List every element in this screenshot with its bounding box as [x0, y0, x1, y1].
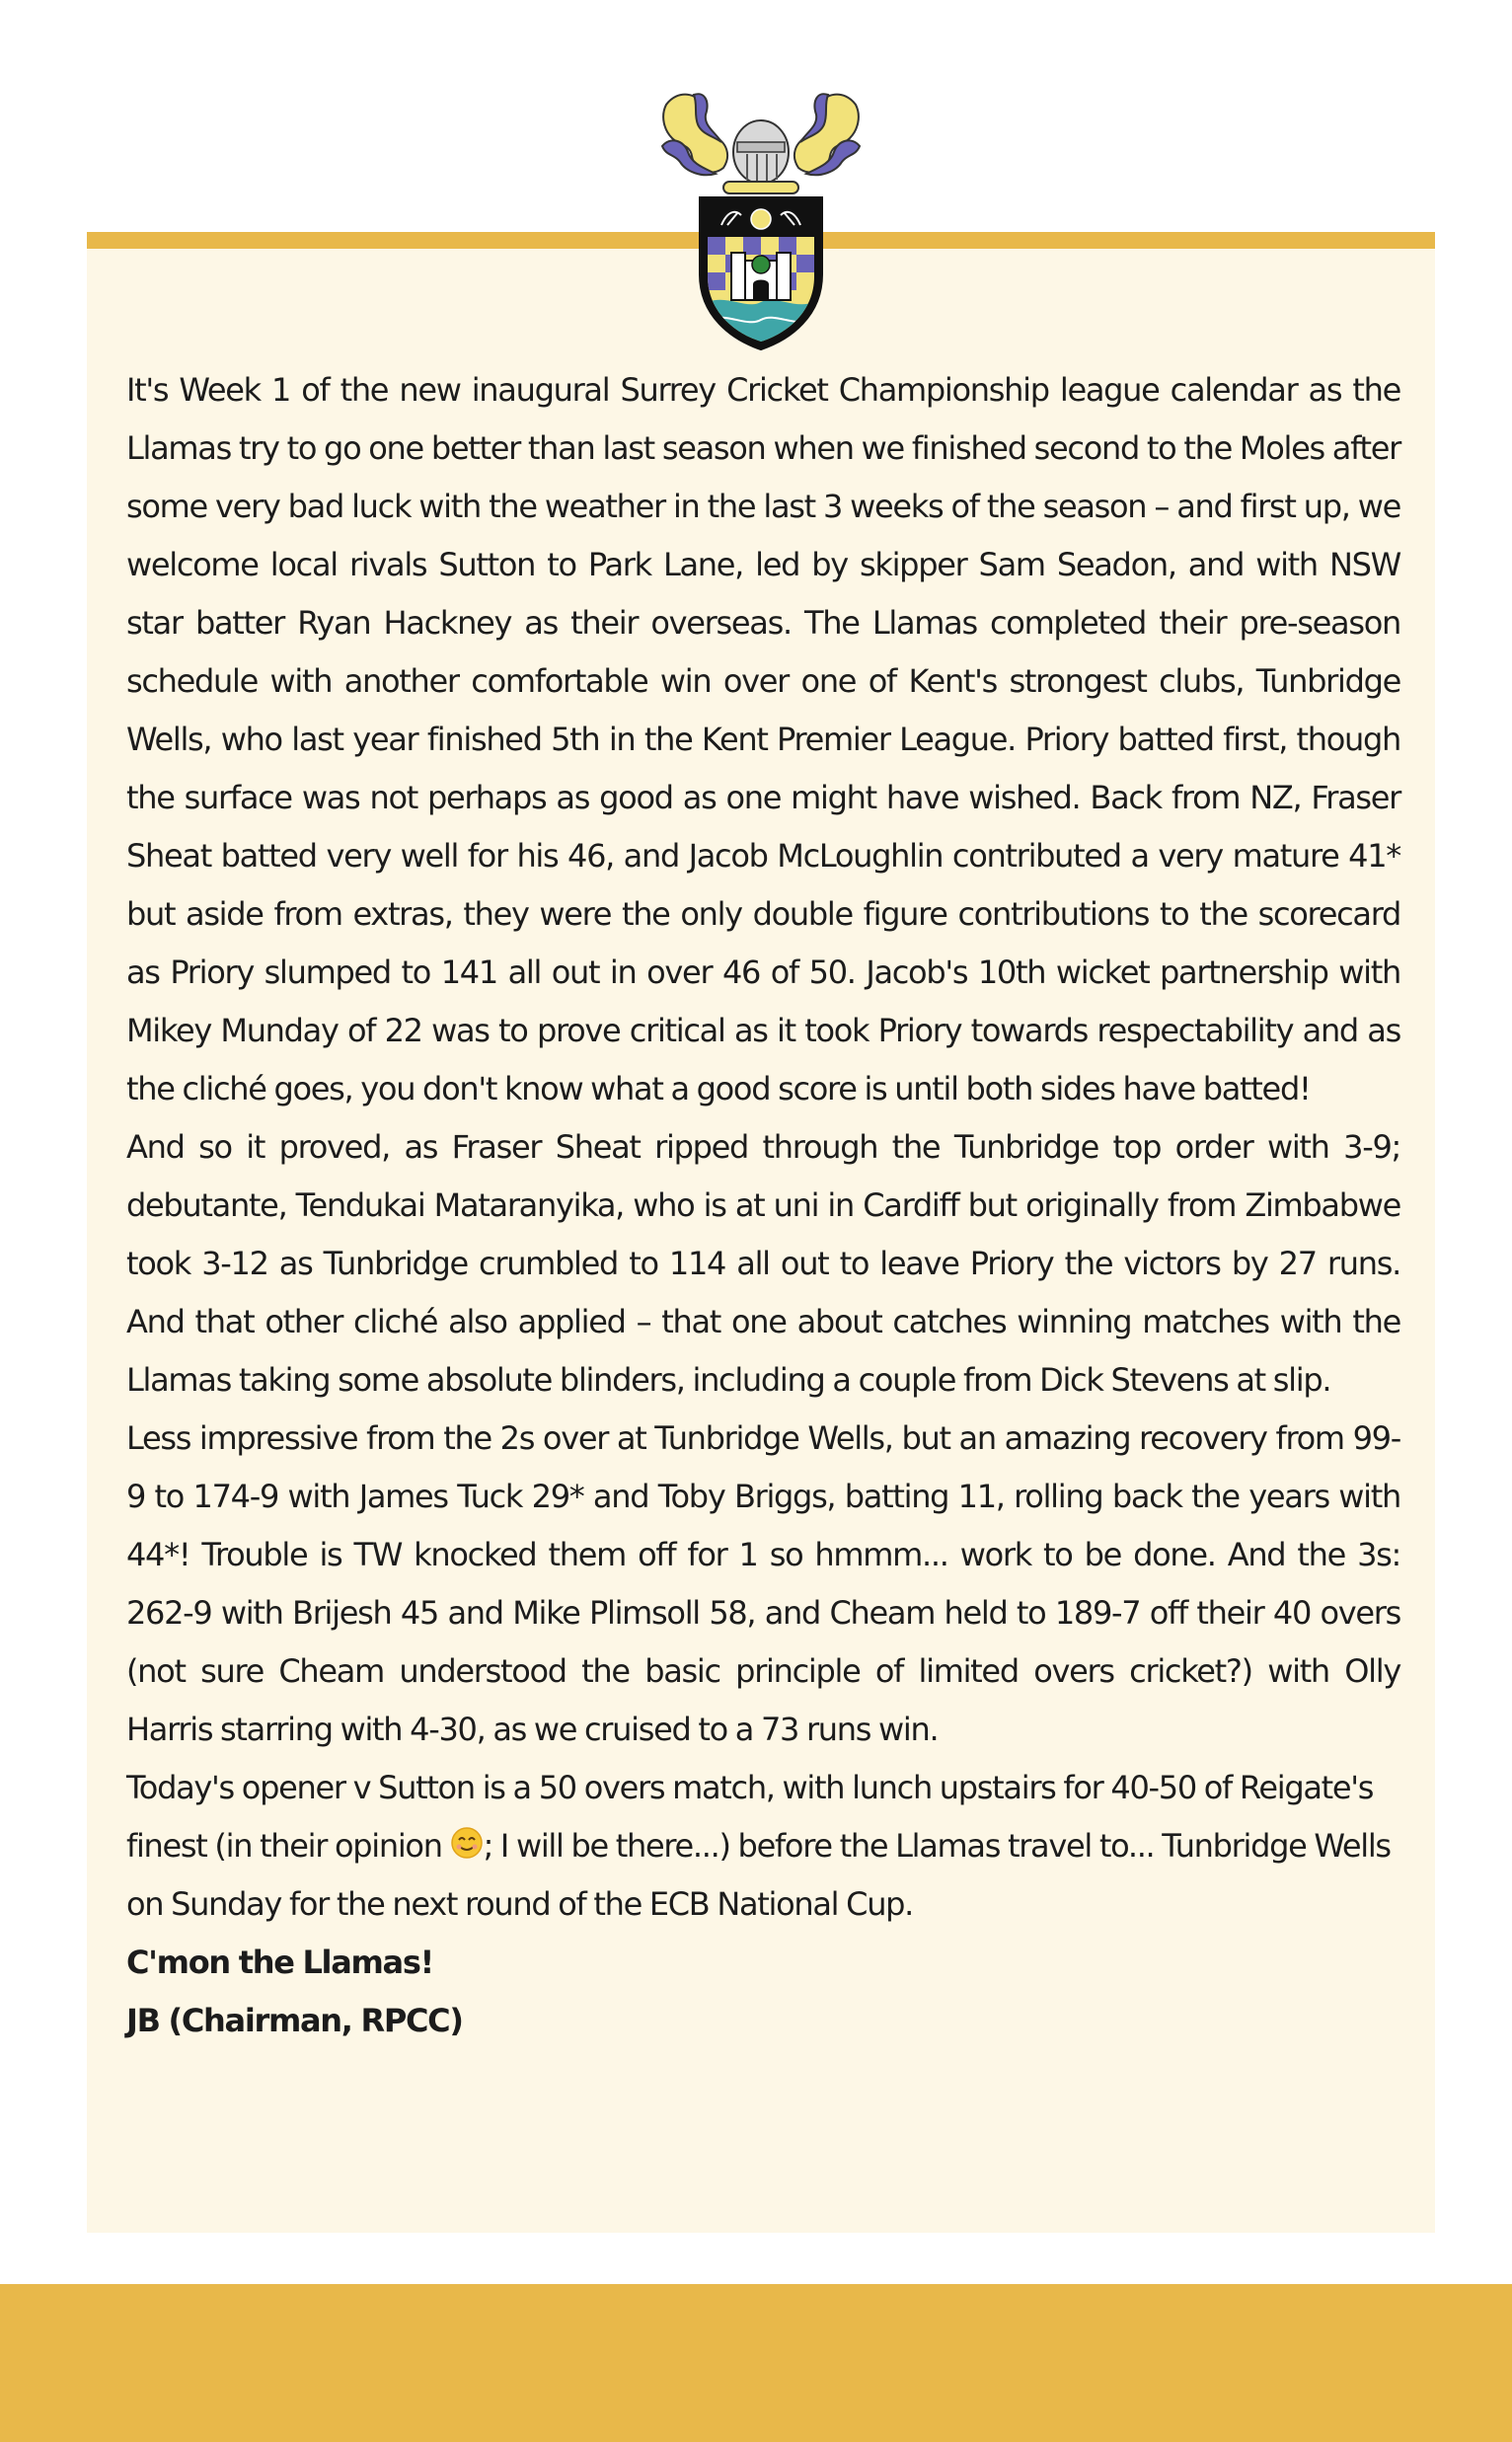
paragraph-other-teams: Less impressive from the 2s over at Tunbridge Wells, but an amazing recovery from 99-9 to 174-9 with James Tuck 29* and Toby Briggs, batting 11, rolling back the years with 44*! Trouble is TW knocked them off for 1 so hmmm... work to be done. And the 3s: 262-9 with Brijesh 45 and Mike Plimsoll 58, and Cheam held to 189-7 off their 40 overs (not sure Cheam understood the basic principle of limited overs cricket?) with Olly Harris starring with 4-30, as we cruised to a 73 runs win. [126, 1419, 1400, 1748]
closing-line: C'mon the Llamas! [126, 1944, 433, 1981]
article-body [126, 361, 1400, 2050]
signature: JB (Chairman, RPCC) [126, 2002, 463, 2039]
footer-band [0, 2284, 1512, 2442]
paragraph-match-report: It's Week 1 of the new inaugural Surrey Cricket Championship league calendar as the Llamas try to go one better than last season when we finished second to the Moles after some very bad luck with the weather in the last 3 weeks of the season – and first up, we welcome local rivals Sutton to Park Lane, led by skipper Sam Seadon, and with NSW star batter Ryan Hackney as their overseas. The Llamas completed their pre-season schedule with another comfortable win over one of Kent's strongest clubs, Tunbridge Wells, who last year finished 5th in the Kent Premier League. Priory batted first, though the surface was not perhaps as good as one might have wished. Back from NZ, Fraser Sheat batted very well for his 46, and Jacob McLoughlin contributed a very mature 41* but aside from extras, they were the only double figure contributions to the scorecard as Priory slumped to 141 all out in over 46 of 50. Jacob's 10th wicket partnership with Mikey Munday of 22 was to prove critical as it took Priory towards respectability and as the cliché goes, you don't know what a good score is until both sides have batted! [126, 371, 1400, 1107]
paragraph-match-result: And so it proved, as Fraser Sheat ripped through the Tunbridge top order with 3-9; debutante, Tendukai Mataranyika, who is at uni in Cardiff but originally from Zimbabwe took 3-12 as Tunbridge crumbled to 114 all out to leave Priory the victors by 27 runs. And that other cliché also applied – that one about catches winning matches with the Llamas taking some absolute blinders, including a couple from Dick Stevens at slip. [126, 1128, 1400, 1399]
club-crest-logo [658, 87, 864, 353]
paragraph-today-end: ; I will be there...) before the Llamas travel to... Tunbridge Wells on Sunday for the next round of the ECB National Cup. [126, 1827, 1391, 1923]
paragraph-today-start: Today's opener v Sutton is a 50 overs match, with lunch upstairs for 40-50 of Reigate's finest (in their opinion [126, 1769, 1374, 1865]
smiling-face-emoji-icon [450, 1826, 484, 1860]
paragraph-today [126, 1759, 1400, 1934]
